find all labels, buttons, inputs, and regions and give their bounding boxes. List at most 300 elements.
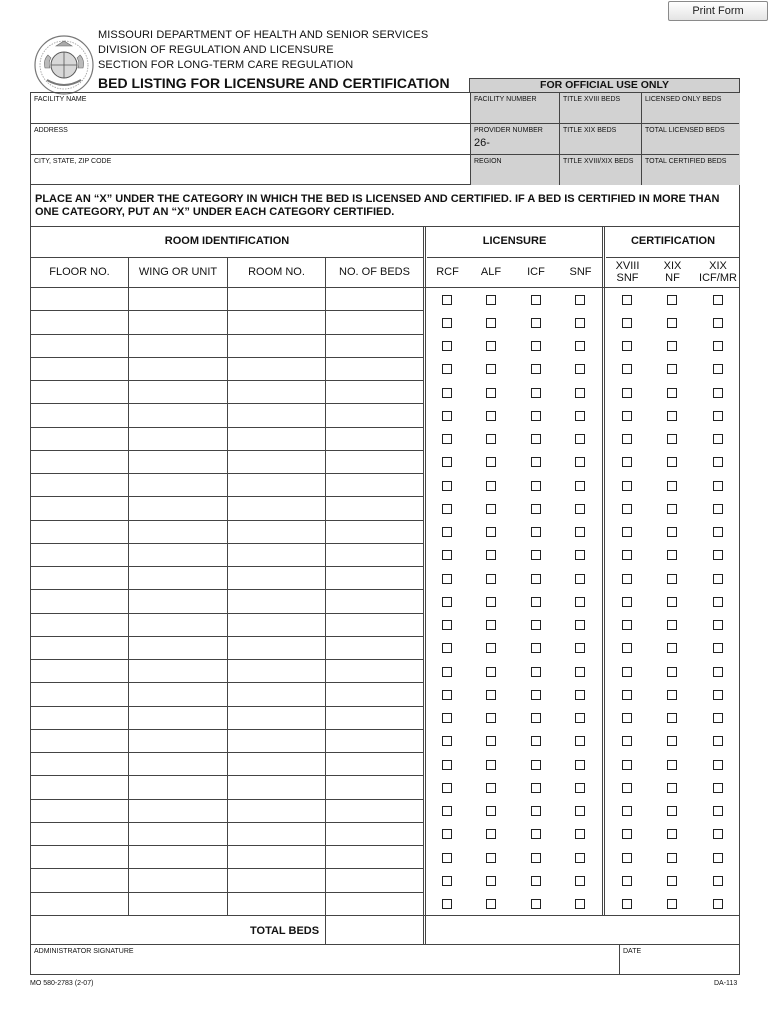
alf-checkbox[interactable] <box>486 411 496 421</box>
icf-checkbox[interactable] <box>531 411 541 421</box>
wing-or-unit-cell[interactable] <box>129 567 225 589</box>
xix-nf-checkbox[interactable] <box>667 411 677 421</box>
alf-checkbox[interactable] <box>486 620 496 630</box>
alf-checkbox[interactable] <box>486 806 496 816</box>
floor-no-cell[interactable] <box>31 614 127 636</box>
xix-nf-checkbox[interactable] <box>667 364 677 374</box>
xix-icf-mr-checkbox[interactable] <box>713 457 723 467</box>
snf-checkbox[interactable] <box>575 364 585 374</box>
xviii-snf-checkbox[interactable] <box>622 481 632 491</box>
icf-checkbox[interactable] <box>531 434 541 444</box>
snf-checkbox[interactable] <box>575 760 585 770</box>
no-of-beds-cell[interactable] <box>326 660 422 682</box>
no-of-beds-cell[interactable] <box>326 288 422 310</box>
rcf-checkbox[interactable] <box>442 388 452 398</box>
icf-checkbox[interactable] <box>531 667 541 677</box>
alf-checkbox[interactable] <box>486 899 496 909</box>
xix-nf-checkbox[interactable] <box>667 643 677 653</box>
icf-checkbox[interactable] <box>531 527 541 537</box>
floor-no-cell[interactable] <box>31 730 127 752</box>
alf-checkbox[interactable] <box>486 643 496 653</box>
icf-checkbox[interactable] <box>531 643 541 653</box>
total-beds-field[interactable] <box>326 916 423 944</box>
xix-icf-mr-checkbox[interactable] <box>713 806 723 816</box>
xviii-snf-checkbox[interactable] <box>622 364 632 374</box>
xix-icf-mr-checkbox[interactable] <box>713 713 723 723</box>
no-of-beds-cell[interactable] <box>326 451 422 473</box>
icf-checkbox[interactable] <box>531 574 541 584</box>
xviii-snf-checkbox[interactable] <box>622 411 632 421</box>
wing-or-unit-cell[interactable] <box>129 474 225 496</box>
xix-nf-checkbox[interactable] <box>667 550 677 560</box>
xix-icf-mr-checkbox[interactable] <box>713 481 723 491</box>
room-no-cell[interactable] <box>228 776 324 798</box>
icf-checkbox[interactable] <box>531 620 541 630</box>
xix-icf-mr-checkbox[interactable] <box>713 574 723 584</box>
xviii-snf-checkbox[interactable] <box>622 388 632 398</box>
xix-nf-checkbox[interactable] <box>667 899 677 909</box>
xix-icf-mr-checkbox[interactable] <box>713 783 723 793</box>
no-of-beds-cell[interactable] <box>326 590 422 612</box>
wing-or-unit-cell[interactable] <box>129 683 225 705</box>
floor-no-cell[interactable] <box>31 683 127 705</box>
snf-checkbox[interactable] <box>575 318 585 328</box>
no-of-beds-cell[interactable] <box>326 311 422 333</box>
snf-checkbox[interactable] <box>575 295 585 305</box>
xviii-snf-checkbox[interactable] <box>622 806 632 816</box>
snf-checkbox[interactable] <box>575 643 585 653</box>
icf-checkbox[interactable] <box>531 876 541 886</box>
rcf-checkbox[interactable] <box>442 434 452 444</box>
alf-checkbox[interactable] <box>486 783 496 793</box>
xix-icf-mr-checkbox[interactable] <box>713 643 723 653</box>
xix-icf-mr-checkbox[interactable] <box>713 597 723 607</box>
rcf-checkbox[interactable] <box>442 876 452 886</box>
floor-no-cell[interactable] <box>31 381 127 403</box>
print-form-button[interactable]: Print Form <box>668 1 768 21</box>
no-of-beds-cell[interactable] <box>326 497 422 519</box>
floor-no-cell[interactable] <box>31 869 127 891</box>
room-no-cell[interactable] <box>228 637 324 659</box>
rcf-checkbox[interactable] <box>442 806 452 816</box>
snf-checkbox[interactable] <box>575 899 585 909</box>
xix-icf-mr-checkbox[interactable] <box>713 736 723 746</box>
room-no-cell[interactable] <box>228 404 324 426</box>
xix-nf-checkbox[interactable] <box>667 876 677 886</box>
icf-checkbox[interactable] <box>531 550 541 560</box>
xviii-snf-checkbox[interactable] <box>622 527 632 537</box>
city-state-zip-field[interactable] <box>31 155 470 185</box>
no-of-beds-cell[interactable] <box>326 358 422 380</box>
snf-checkbox[interactable] <box>575 481 585 491</box>
floor-no-cell[interactable] <box>31 358 127 380</box>
wing-or-unit-cell[interactable] <box>129 869 225 891</box>
floor-no-cell[interactable] <box>31 497 127 519</box>
xviii-snf-checkbox[interactable] <box>622 876 632 886</box>
no-of-beds-cell[interactable] <box>326 776 422 798</box>
rcf-checkbox[interactable] <box>442 667 452 677</box>
wing-or-unit-cell[interactable] <box>129 381 225 403</box>
room-no-cell[interactable] <box>228 707 324 729</box>
floor-no-cell[interactable] <box>31 288 127 310</box>
xviii-snf-checkbox[interactable] <box>622 295 632 305</box>
floor-no-cell[interactable] <box>31 776 127 798</box>
wing-or-unit-cell[interactable] <box>129 428 225 450</box>
room-no-cell[interactable] <box>228 730 324 752</box>
floor-no-cell[interactable] <box>31 846 127 868</box>
floor-no-cell[interactable] <box>31 544 127 566</box>
room-no-cell[interactable] <box>228 660 324 682</box>
floor-no-cell[interactable] <box>31 590 127 612</box>
icf-checkbox[interactable] <box>531 295 541 305</box>
snf-checkbox[interactable] <box>575 690 585 700</box>
room-no-cell[interactable] <box>228 311 324 333</box>
snf-checkbox[interactable] <box>575 783 585 793</box>
wing-or-unit-cell[interactable] <box>129 521 225 543</box>
snf-checkbox[interactable] <box>575 434 585 444</box>
snf-checkbox[interactable] <box>575 527 585 537</box>
xix-nf-checkbox[interactable] <box>667 829 677 839</box>
xviii-snf-checkbox[interactable] <box>622 690 632 700</box>
icf-checkbox[interactable] <box>531 364 541 374</box>
xix-icf-mr-checkbox[interactable] <box>713 620 723 630</box>
no-of-beds-cell[interactable] <box>326 381 422 403</box>
room-no-cell[interactable] <box>228 544 324 566</box>
xviii-snf-checkbox[interactable] <box>622 853 632 863</box>
floor-no-cell[interactable] <box>31 707 127 729</box>
xviii-snf-checkbox[interactable] <box>622 829 632 839</box>
alf-checkbox[interactable] <box>486 295 496 305</box>
wing-or-unit-cell[interactable] <box>129 335 225 357</box>
icf-checkbox[interactable] <box>531 597 541 607</box>
rcf-checkbox[interactable] <box>442 899 452 909</box>
xix-icf-mr-checkbox[interactable] <box>713 295 723 305</box>
wing-or-unit-cell[interactable] <box>129 707 225 729</box>
icf-checkbox[interactable] <box>531 806 541 816</box>
xviii-snf-checkbox[interactable] <box>622 574 632 584</box>
alf-checkbox[interactable] <box>486 457 496 467</box>
rcf-checkbox[interactable] <box>442 783 452 793</box>
no-of-beds-cell[interactable] <box>326 614 422 636</box>
floor-no-cell[interactable] <box>31 893 127 915</box>
rcf-checkbox[interactable] <box>442 597 452 607</box>
wing-or-unit-cell[interactable] <box>129 776 225 798</box>
xix-icf-mr-checkbox[interactable] <box>713 388 723 398</box>
no-of-beds-cell[interactable] <box>326 730 422 752</box>
xix-nf-checkbox[interactable] <box>667 760 677 770</box>
floor-no-cell[interactable] <box>31 637 127 659</box>
floor-no-cell[interactable] <box>31 753 127 775</box>
alf-checkbox[interactable] <box>486 481 496 491</box>
alf-checkbox[interactable] <box>486 667 496 677</box>
room-no-cell[interactable] <box>228 846 324 868</box>
xix-nf-checkbox[interactable] <box>667 481 677 491</box>
no-of-beds-cell[interactable] <box>326 567 422 589</box>
no-of-beds-cell[interactable] <box>326 404 422 426</box>
xix-nf-checkbox[interactable] <box>667 574 677 584</box>
room-no-cell[interactable] <box>228 521 324 543</box>
room-no-cell[interactable] <box>228 381 324 403</box>
wing-or-unit-cell[interactable] <box>129 288 225 310</box>
room-no-cell[interactable] <box>228 753 324 775</box>
wing-or-unit-cell[interactable] <box>129 823 225 845</box>
no-of-beds-cell[interactable] <box>326 428 422 450</box>
xix-icf-mr-checkbox[interactable] <box>713 434 723 444</box>
xviii-snf-checkbox[interactable] <box>622 667 632 677</box>
rcf-checkbox[interactable] <box>442 736 452 746</box>
room-no-cell[interactable] <box>228 358 324 380</box>
xix-nf-checkbox[interactable] <box>667 853 677 863</box>
no-of-beds-cell[interactable] <box>326 683 422 705</box>
icf-checkbox[interactable] <box>531 899 541 909</box>
xviii-snf-checkbox[interactable] <box>622 550 632 560</box>
icf-checkbox[interactable] <box>531 829 541 839</box>
rcf-checkbox[interactable] <box>442 457 452 467</box>
alf-checkbox[interactable] <box>486 876 496 886</box>
rcf-checkbox[interactable] <box>442 643 452 653</box>
xviii-snf-checkbox[interactable] <box>622 504 632 514</box>
room-no-cell[interactable] <box>228 683 324 705</box>
snf-checkbox[interactable] <box>575 876 585 886</box>
icf-checkbox[interactable] <box>531 388 541 398</box>
xviii-snf-checkbox[interactable] <box>622 318 632 328</box>
rcf-checkbox[interactable] <box>442 713 452 723</box>
room-no-cell[interactable] <box>228 800 324 822</box>
icf-checkbox[interactable] <box>531 760 541 770</box>
rcf-checkbox[interactable] <box>442 829 452 839</box>
rcf-checkbox[interactable] <box>442 574 452 584</box>
alf-checkbox[interactable] <box>486 550 496 560</box>
icf-checkbox[interactable] <box>531 783 541 793</box>
facility-name-field[interactable] <box>31 93 470 123</box>
xix-icf-mr-checkbox[interactable] <box>713 853 723 863</box>
snf-checkbox[interactable] <box>575 713 585 723</box>
no-of-beds-cell[interactable] <box>326 823 422 845</box>
xix-nf-checkbox[interactable] <box>667 713 677 723</box>
no-of-beds-cell[interactable] <box>326 753 422 775</box>
rcf-checkbox[interactable] <box>442 527 452 537</box>
xviii-snf-checkbox[interactable] <box>622 341 632 351</box>
alf-checkbox[interactable] <box>486 388 496 398</box>
room-no-cell[interactable] <box>228 428 324 450</box>
no-of-beds-cell[interactable] <box>326 869 422 891</box>
floor-no-cell[interactable] <box>31 311 127 333</box>
no-of-beds-cell[interactable] <box>326 800 422 822</box>
alf-checkbox[interactable] <box>486 574 496 584</box>
snf-checkbox[interactable] <box>575 736 585 746</box>
xix-nf-checkbox[interactable] <box>667 318 677 328</box>
icf-checkbox[interactable] <box>531 318 541 328</box>
xix-nf-checkbox[interactable] <box>667 341 677 351</box>
xix-nf-checkbox[interactable] <box>667 434 677 444</box>
xix-nf-checkbox[interactable] <box>667 504 677 514</box>
no-of-beds-cell[interactable] <box>326 637 422 659</box>
xix-icf-mr-checkbox[interactable] <box>713 829 723 839</box>
xix-icf-mr-checkbox[interactable] <box>713 364 723 374</box>
xix-nf-checkbox[interactable] <box>667 690 677 700</box>
room-no-cell[interactable] <box>228 614 324 636</box>
xix-icf-mr-checkbox[interactable] <box>713 504 723 514</box>
wing-or-unit-cell[interactable] <box>129 404 225 426</box>
xviii-snf-checkbox[interactable] <box>622 434 632 444</box>
xix-icf-mr-checkbox[interactable] <box>713 527 723 537</box>
icf-checkbox[interactable] <box>531 341 541 351</box>
no-of-beds-cell[interactable] <box>326 707 422 729</box>
floor-no-cell[interactable] <box>31 521 127 543</box>
xviii-snf-checkbox[interactable] <box>622 783 632 793</box>
rcf-checkbox[interactable] <box>442 760 452 770</box>
wing-or-unit-cell[interactable] <box>129 311 225 333</box>
room-no-cell[interactable] <box>228 474 324 496</box>
alf-checkbox[interactable] <box>486 341 496 351</box>
alf-checkbox[interactable] <box>486 318 496 328</box>
address-field[interactable] <box>31 124 470 154</box>
snf-checkbox[interactable] <box>575 667 585 677</box>
wing-or-unit-cell[interactable] <box>129 614 225 636</box>
xviii-snf-checkbox[interactable] <box>622 597 632 607</box>
icf-checkbox[interactable] <box>531 713 541 723</box>
no-of-beds-cell[interactable] <box>326 544 422 566</box>
xix-icf-mr-checkbox[interactable] <box>713 341 723 351</box>
alf-checkbox[interactable] <box>486 434 496 444</box>
alf-checkbox[interactable] <box>486 760 496 770</box>
xviii-snf-checkbox[interactable] <box>622 457 632 467</box>
xix-icf-mr-checkbox[interactable] <box>713 318 723 328</box>
floor-no-cell[interactable] <box>31 823 127 845</box>
floor-no-cell[interactable] <box>31 404 127 426</box>
room-no-cell[interactable] <box>228 869 324 891</box>
room-no-cell[interactable] <box>228 497 324 519</box>
xix-nf-checkbox[interactable] <box>667 736 677 746</box>
rcf-checkbox[interactable] <box>442 504 452 514</box>
room-no-cell[interactable] <box>228 590 324 612</box>
wing-or-unit-cell[interactable] <box>129 637 225 659</box>
floor-no-cell[interactable] <box>31 800 127 822</box>
icf-checkbox[interactable] <box>531 853 541 863</box>
floor-no-cell[interactable] <box>31 451 127 473</box>
wing-or-unit-cell[interactable] <box>129 800 225 822</box>
snf-checkbox[interactable] <box>575 806 585 816</box>
alf-checkbox[interactable] <box>486 713 496 723</box>
no-of-beds-cell[interactable] <box>326 335 422 357</box>
rcf-checkbox[interactable] <box>442 341 452 351</box>
xix-nf-checkbox[interactable] <box>667 527 677 537</box>
xix-icf-mr-checkbox[interactable] <box>713 411 723 421</box>
wing-or-unit-cell[interactable] <box>129 590 225 612</box>
icf-checkbox[interactable] <box>531 457 541 467</box>
xviii-snf-checkbox[interactable] <box>622 643 632 653</box>
xviii-snf-checkbox[interactable] <box>622 620 632 630</box>
wing-or-unit-cell[interactable] <box>129 893 225 915</box>
no-of-beds-cell[interactable] <box>326 893 422 915</box>
snf-checkbox[interactable] <box>575 457 585 467</box>
rcf-checkbox[interactable] <box>442 550 452 560</box>
xix-nf-checkbox[interactable] <box>667 295 677 305</box>
icf-checkbox[interactable] <box>531 690 541 700</box>
xix-icf-mr-checkbox[interactable] <box>713 876 723 886</box>
rcf-checkbox[interactable] <box>442 411 452 421</box>
floor-no-cell[interactable] <box>31 567 127 589</box>
snf-checkbox[interactable] <box>575 620 585 630</box>
alf-checkbox[interactable] <box>486 527 496 537</box>
icf-checkbox[interactable] <box>531 504 541 514</box>
xix-icf-mr-checkbox[interactable] <box>713 550 723 560</box>
alf-checkbox[interactable] <box>486 597 496 607</box>
xix-icf-mr-checkbox[interactable] <box>713 667 723 677</box>
xviii-snf-checkbox[interactable] <box>622 713 632 723</box>
xix-nf-checkbox[interactable] <box>667 620 677 630</box>
room-no-cell[interactable] <box>228 823 324 845</box>
no-of-beds-cell[interactable] <box>326 846 422 868</box>
no-of-beds-cell[interactable] <box>326 521 422 543</box>
room-no-cell[interactable] <box>228 893 324 915</box>
rcf-checkbox[interactable] <box>442 853 452 863</box>
xix-nf-checkbox[interactable] <box>667 667 677 677</box>
snf-checkbox[interactable] <box>575 597 585 607</box>
room-no-cell[interactable] <box>228 335 324 357</box>
wing-or-unit-cell[interactable] <box>129 497 225 519</box>
snf-checkbox[interactable] <box>575 341 585 351</box>
alf-checkbox[interactable] <box>486 504 496 514</box>
xviii-snf-checkbox[interactable] <box>622 736 632 746</box>
xix-icf-mr-checkbox[interactable] <box>713 690 723 700</box>
room-no-cell[interactable] <box>228 567 324 589</box>
alf-checkbox[interactable] <box>486 364 496 374</box>
snf-checkbox[interactable] <box>575 853 585 863</box>
xix-nf-checkbox[interactable] <box>667 806 677 816</box>
floor-no-cell[interactable] <box>31 660 127 682</box>
alf-checkbox[interactable] <box>486 853 496 863</box>
xix-nf-checkbox[interactable] <box>667 783 677 793</box>
xix-icf-mr-checkbox[interactable] <box>713 899 723 909</box>
icf-checkbox[interactable] <box>531 481 541 491</box>
room-no-cell[interactable] <box>228 288 324 310</box>
floor-no-cell[interactable] <box>31 335 127 357</box>
alf-checkbox[interactable] <box>486 829 496 839</box>
snf-checkbox[interactable] <box>575 550 585 560</box>
alf-checkbox[interactable] <box>486 736 496 746</box>
snf-checkbox[interactable] <box>575 504 585 514</box>
xix-nf-checkbox[interactable] <box>667 457 677 467</box>
wing-or-unit-cell[interactable] <box>129 730 225 752</box>
snf-checkbox[interactable] <box>575 829 585 839</box>
rcf-checkbox[interactable] <box>442 364 452 374</box>
snf-checkbox[interactable] <box>575 388 585 398</box>
snf-checkbox[interactable] <box>575 411 585 421</box>
room-no-cell[interactable] <box>228 451 324 473</box>
rcf-checkbox[interactable] <box>442 318 452 328</box>
wing-or-unit-cell[interactable] <box>129 753 225 775</box>
rcf-checkbox[interactable] <box>442 295 452 305</box>
floor-no-cell[interactable] <box>31 474 127 496</box>
xviii-snf-checkbox[interactable] <box>622 899 632 909</box>
xix-icf-mr-checkbox[interactable] <box>713 760 723 770</box>
icf-checkbox[interactable] <box>531 736 541 746</box>
xix-nf-checkbox[interactable] <box>667 597 677 607</box>
rcf-checkbox[interactable] <box>442 620 452 630</box>
snf-checkbox[interactable] <box>575 574 585 584</box>
wing-or-unit-cell[interactable] <box>129 660 225 682</box>
alf-checkbox[interactable] <box>486 690 496 700</box>
wing-or-unit-cell[interactable] <box>129 544 225 566</box>
wing-or-unit-cell[interactable] <box>129 846 225 868</box>
no-of-beds-cell[interactable] <box>326 474 422 496</box>
xviii-snf-checkbox[interactable] <box>622 760 632 770</box>
wing-or-unit-cell[interactable] <box>129 358 225 380</box>
floor-no-cell[interactable] <box>31 428 127 450</box>
wing-or-unit-cell[interactable] <box>129 451 225 473</box>
xix-nf-checkbox[interactable] <box>667 388 677 398</box>
